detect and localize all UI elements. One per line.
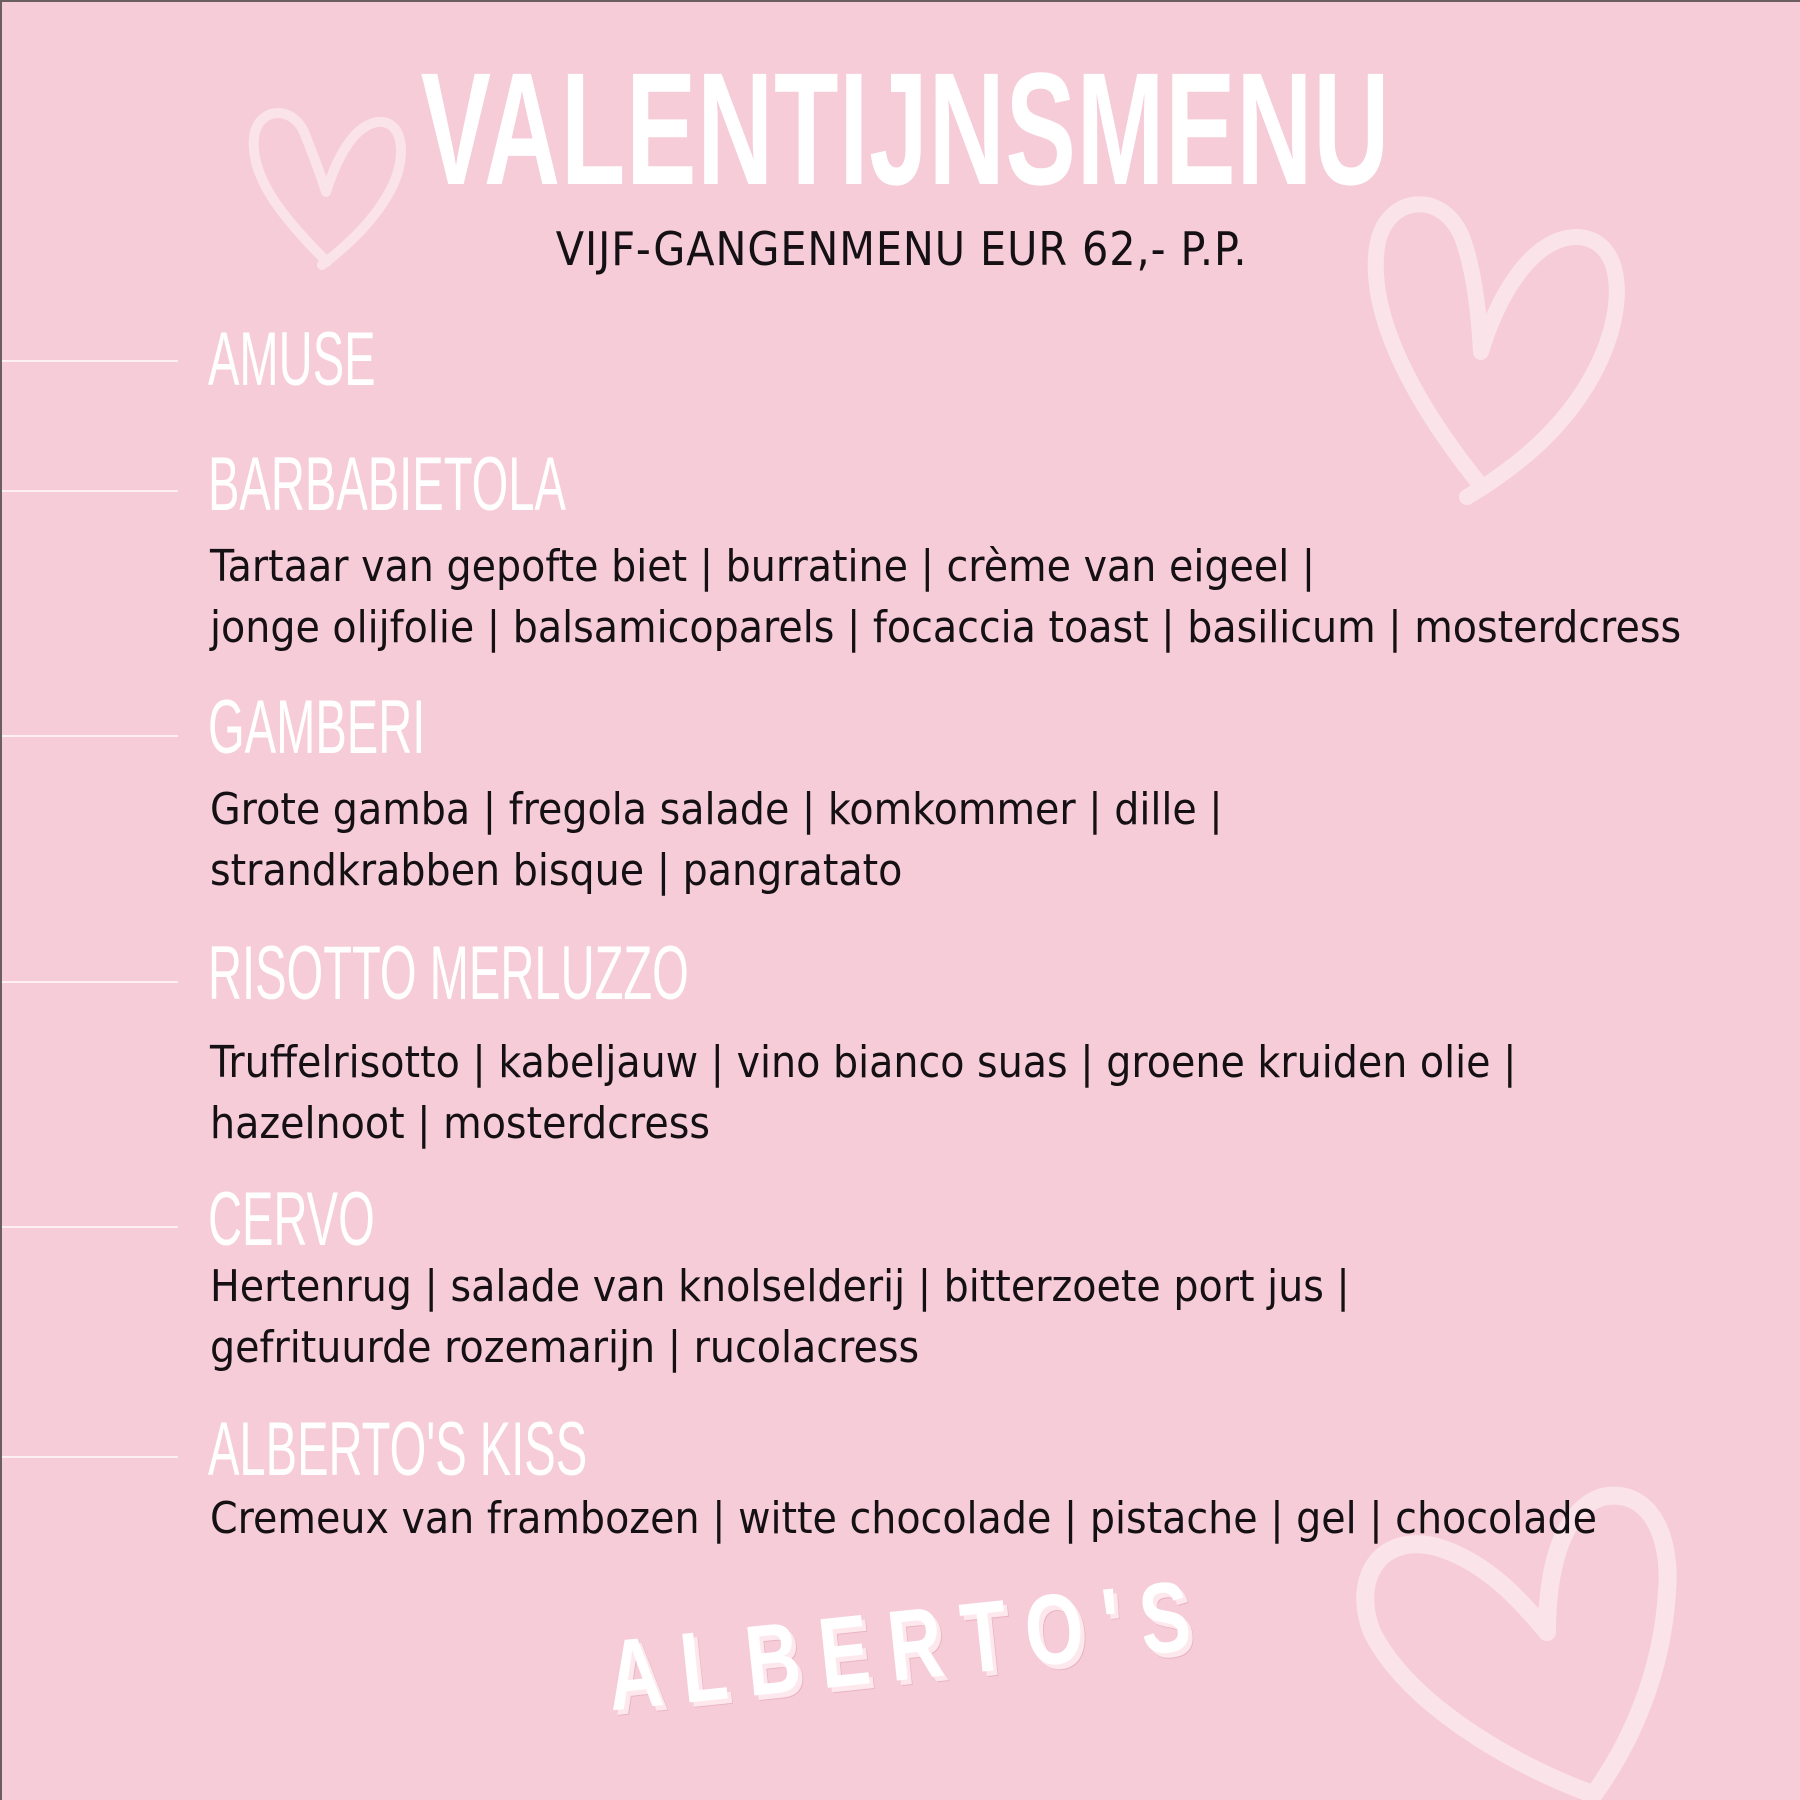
course-title-gamberi: GAMBERI bbox=[208, 685, 426, 770]
course-divider-line bbox=[2, 1456, 178, 1458]
description-line: jonge olijfolie | balsamicoparels | focaccia toast | basilicum | mosterdcress bbox=[210, 602, 1682, 653]
course-description-risotto-merluzzo bbox=[210, 1032, 1516, 1154]
description-line: Hertenrug | salade van knolselderij | bitterzoete port jus | bbox=[210, 1261, 1350, 1312]
description-line: hazelnoot | mosterdcress bbox=[210, 1098, 710, 1149]
description-line: gefrituurde rozemarijn | rucolacress bbox=[210, 1322, 920, 1373]
course-description-gamberi bbox=[210, 779, 1223, 901]
description-line: Tartaar van gepofte biet | burratine | crème van eigeel | bbox=[210, 541, 1316, 592]
course-divider-line bbox=[2, 1226, 178, 1228]
description-line: Truffelrisotto | kabeljauw | vino bianco suas | groene kruiden olie | bbox=[210, 1037, 1517, 1088]
menu-subtitle-price: VIJF-GANGENMENU EUR 62,- P.P. bbox=[555, 222, 1248, 276]
course-divider-line bbox=[2, 735, 178, 737]
menu-title: VALENTIJNSMENU bbox=[420, 39, 1391, 218]
course-divider-line bbox=[2, 360, 178, 362]
course-description-barbabietola bbox=[210, 536, 1681, 658]
course-title-albertos-kiss: ALBERTO'S KISS bbox=[208, 1407, 588, 1492]
course-title-barbabietola: BARBABIETOLA bbox=[208, 442, 566, 527]
description-line: Grote gamba | fregola salade | komkommer | dille | bbox=[210, 784, 1223, 835]
course-title-amuse: AMUSE bbox=[208, 317, 376, 402]
albertos-logo bbox=[602, 1538, 1415, 1732]
description-line: strandkrabben bisque | pangratato bbox=[210, 845, 903, 896]
logo-wordmark: ALBERTO'S bbox=[601, 1557, 1215, 1733]
description-line: Cremeux van frambozen | witte chocolade | pistache | gel | chocolade bbox=[210, 1493, 1598, 1544]
course-title-cervo: CERVO bbox=[208, 1177, 375, 1262]
course-divider-line bbox=[2, 490, 178, 492]
course-title-risotto-merluzzo: RISOTTO MERLUZZO bbox=[208, 931, 689, 1016]
course-divider-line bbox=[2, 981, 178, 983]
course-description-cervo bbox=[210, 1256, 1350, 1378]
